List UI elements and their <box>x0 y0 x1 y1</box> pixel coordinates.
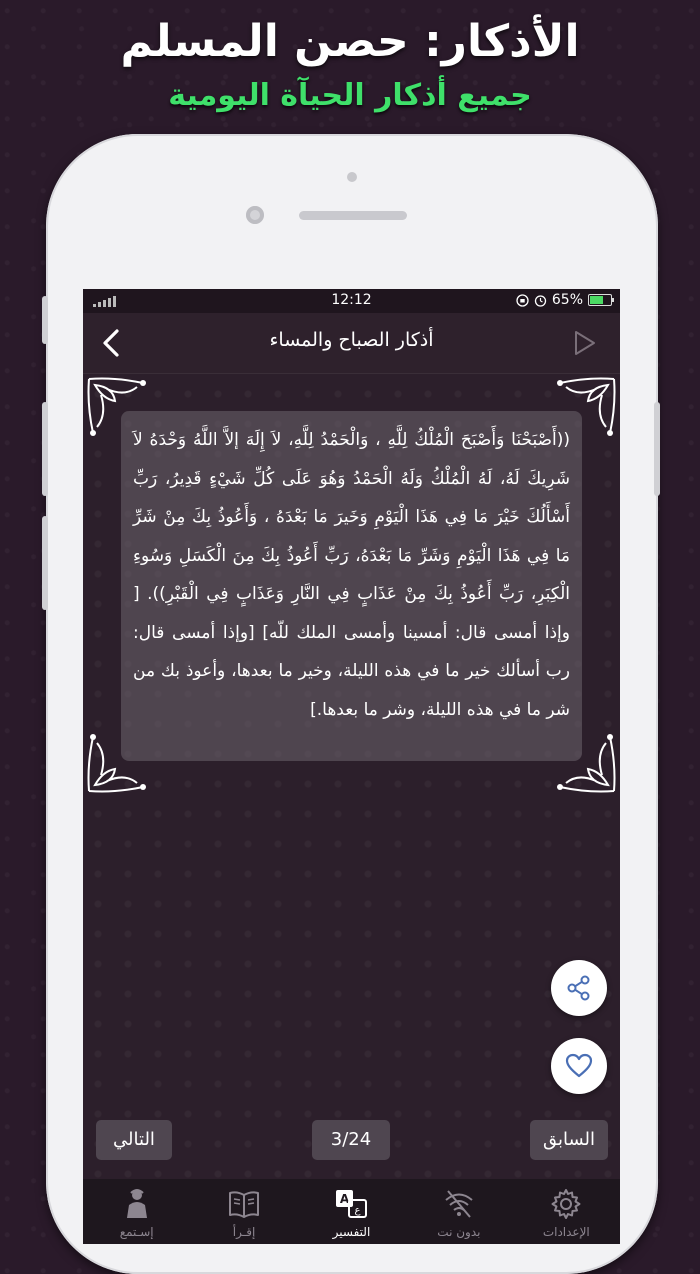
book-icon <box>227 1187 261 1221</box>
tab-label: إقـرأ <box>232 1225 256 1239</box>
dhikr-card <box>121 411 582 761</box>
next-button[interactable]: التالي <box>96 1120 172 1160</box>
status-time: 12:12 <box>331 292 372 308</box>
previous-button[interactable]: السابق <box>530 1120 608 1160</box>
phone-speaker <box>299 211 407 220</box>
tab-read[interactable] <box>190 1179 297 1244</box>
alarm-icon <box>534 294 547 307</box>
svg-text:A: A <box>340 1192 350 1206</box>
page-counter: 3/24 <box>312 1120 390 1160</box>
tab-label: الإعدادات <box>542 1225 590 1239</box>
tab-label: التفسير <box>332 1225 371 1239</box>
heart-icon <box>565 1052 593 1080</box>
tab-listen[interactable] <box>83 1179 190 1244</box>
phone-volume-down <box>42 516 48 610</box>
phone-sensor <box>347 172 357 182</box>
favorite-button[interactable] <box>551 1038 607 1094</box>
tab-label: إسـتمع <box>119 1225 154 1239</box>
nav-bar <box>83 313 620 374</box>
phone-power-button <box>654 402 660 496</box>
svg-text:ع: ع <box>355 1205 361 1216</box>
app-screen <box>83 289 620 1244</box>
translate-icon <box>334 1187 368 1221</box>
battery-icon <box>588 294 612 306</box>
tab-offline[interactable] <box>405 1179 512 1244</box>
page-title: أذكار الصباح والمساء <box>269 329 434 351</box>
share-button[interactable] <box>551 960 607 1016</box>
battery-percent: 65% <box>551 292 583 308</box>
dhikr-text: ((أَصْبَحْنَا وَأَصْبَحَ الْمُلْكُ لِلَّهِ ، وَالْحَمْدُ لِلَّهِ، لاَ إِلَهَ إلاَّ اللَّهُ وَحْدَهُ لاَ شَرِيكَ لَهُ، لَهُ الْمُلْكُ وَلَهُ الْحَمْدُ وَهُوَ عَلَى كُلِّ شَيْءٍ قَدِيرُ، رَبِّ أَسْأَلُكَ خَيْرَ مَا فِي هَذَا الْيَوْمِ وَخَيرَ مَا بَعْدَهُ ، وَأَعُوذُ بِكَ مِنْ شَرِّ مَا فِي هَذَا الْيَوْمِ وَشَرِّ مَا بَعْدَهُ، رَبِّ أَعُوذُ بِكَ مِنَ الْكَسَلِ وَسُوءِ الْكِبَرِ، رَبِّ أَعُوذُ بِكَ مِنْ عَذَابٍ فِي النَّارِ وَعَذَابٍ فِي الْقَبْرِ)). [ وإذا أمسى قال: أمسينا وأمسى الملك للّه] [وإذا أمسى قال: رب أسألك خير ما في هذه الليلة، وخير ما بعدها، وأعوذ بك من شر ما في هذه الليلة، وشر ما بعدها.] <box>133 430 570 720</box>
listener-icon <box>120 1187 154 1221</box>
phone-side-button <box>42 296 48 344</box>
tab-label: بدون نت <box>437 1225 481 1239</box>
gear-icon <box>549 1187 583 1221</box>
phone-front-camera <box>246 206 264 224</box>
tab-bar <box>83 1179 620 1244</box>
promo-headline: الأذكار: حصن المسلم <box>120 16 580 67</box>
wifi-off-icon <box>442 1187 476 1221</box>
phone-volume-up <box>42 402 48 496</box>
orientation-lock-icon <box>516 294 529 307</box>
play-icon[interactable] <box>572 329 598 357</box>
promo-subline: جميع أذكار الحيآة اليومية <box>168 78 532 113</box>
status-bar <box>83 289 620 313</box>
tab-settings[interactable] <box>513 1179 620 1244</box>
share-icon <box>565 974 593 1002</box>
tab-tafsir[interactable] <box>298 1179 405 1244</box>
